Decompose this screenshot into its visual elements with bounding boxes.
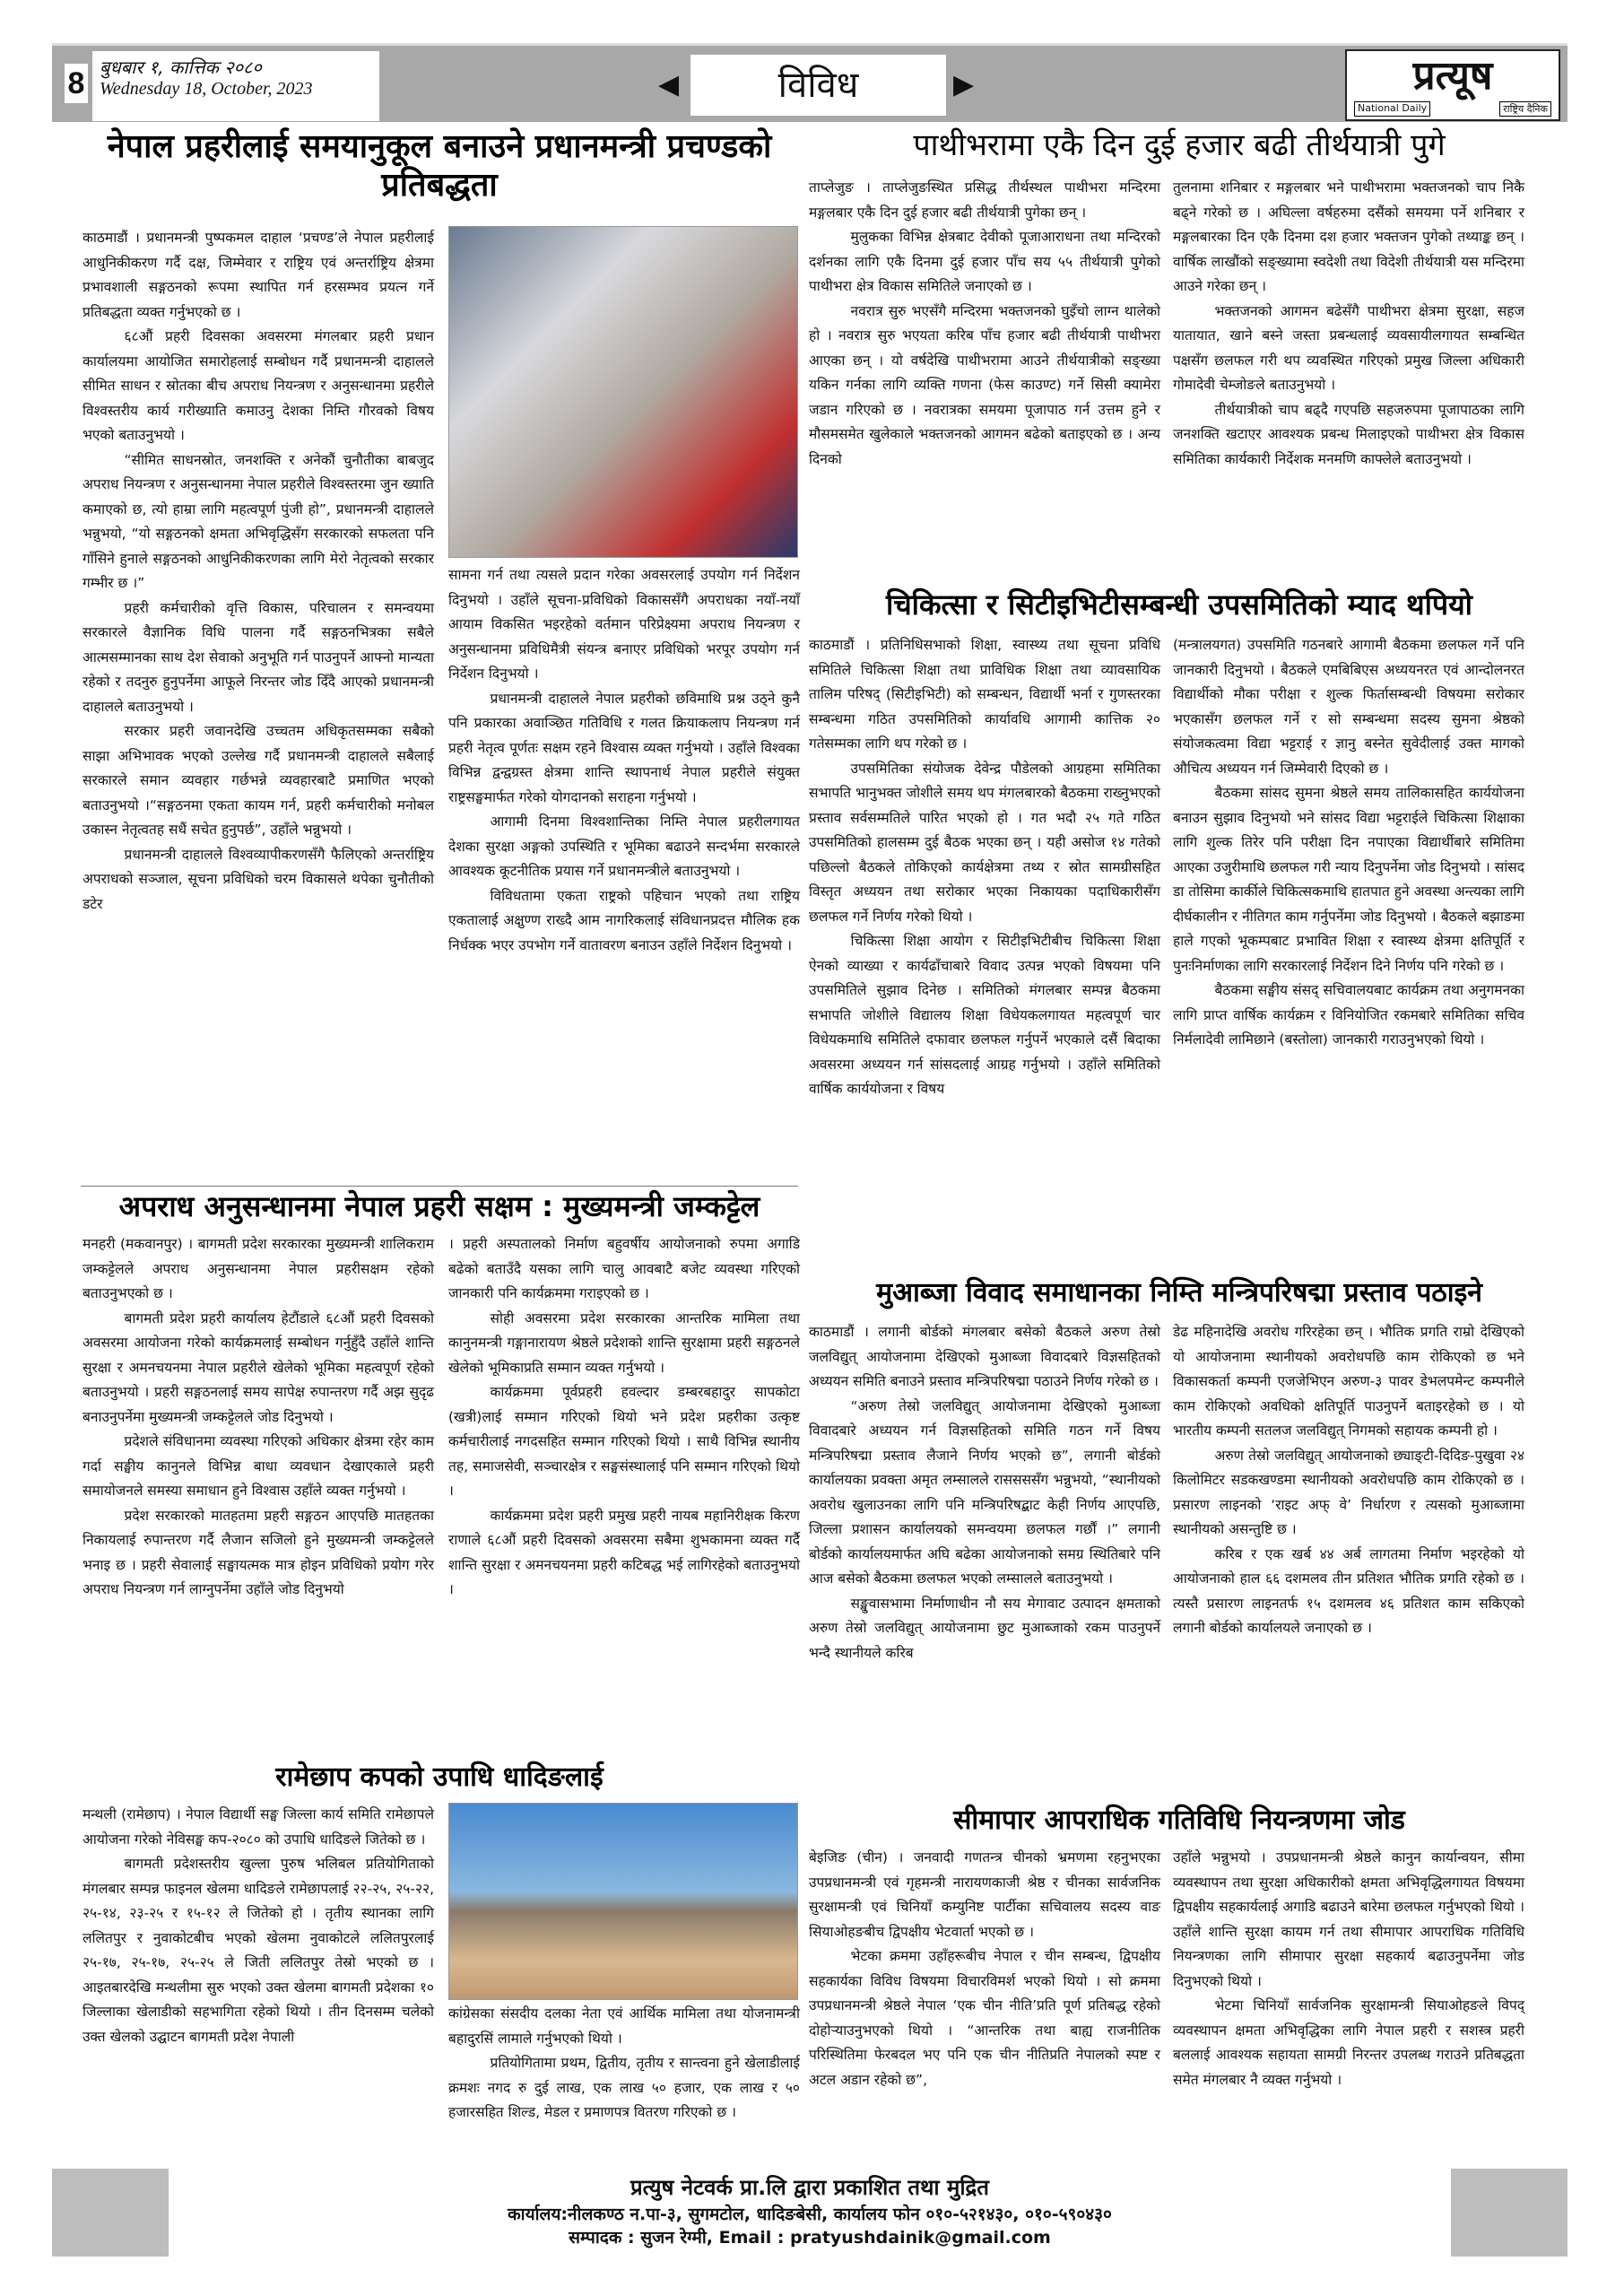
paragraph: काठमाडौं । प्रतिनिधिसभाको शिक्षा, स्वास्थ्य तथा सूचना प्रविधि समितिले चिकित्सा शिक्षा तथा प्राविधिक शिक्षा तथा व्यावसायिक तालिम परिषद् (सिटीइभिटी) को सम्बन्धन, विद्यार्थी भर्ना र गुणस्तरका सम्बन्धमा गठित उपसमितिको कार्यावधि आगामी कात्तिक २० गतेसम्मका लागि थप गरेको छ । — [809, 637, 1160, 752]
paragraph: प्रदेश सरकारको मातहतमा प्रहरी सङ्गठन आएपछि मातहतका निकायलाई रुपान्तरण गर्दै लैजान सजिलो हुने मुख्यमन्त्री जम्कट्टेलले भनाइ छ । प्रहरी सेवालाई सङ्घायत्मक मात्र होइन प्रविधिको प्रयोग गरेर अपराध नियन्त्रण गर्न लाग्नुपर्नेमा उहाँले जोड दिनुभयो — [83, 1507, 434, 1597]
footer-imprint — [169, 2169, 1451, 2257]
paragraph: करिब र एक खर्ब ४४ अर्ब लागतमा निर्माण भइरहेको यो आयोजनाको हाल ६६ दशमलव तीन प्रतिशत भौतिक प्रगति रहेको छ । त्यस्तै प्रसारण लाइनतर्फ १५ दशमलव ४६ प्रतिशत काम सकिएको लगानी बोर्डको कार्यालयले जनाएको छ । — [1173, 1545, 1524, 1636]
date-nepali: बुधबार १, कात्तिक २०८० — [100, 57, 262, 78]
paragraph: प्रधानमन्त्री दाहालले विश्वव्यापीकरणसँगै फैलिएको अन्तर्राष्ट्रिय अपराधको सञ्जाल, सूचना प्रविधिको चरम विकासले थपेका चुनौतीको डटेर — [83, 846, 434, 912]
paragraph: (मन्त्रालयगत) उपसमिति गठनबारे आगामी बैठकमा छलफल गर्ने पनि जानकारी दिनुभयो । बैठकले एमबिबिएस अध्ययनरत एवं आन्दोलनरत विद्यार्थीको मौका परीक्षा र शुल्क फिर्तासम्बन्धी विषयमा सरोकार भएकासँग छलफल गर्ने र सो सम्बन्धमा सदस्य सुमना श्रेष्ठको संयोजकत्वमा विद्या भट्टराई र ज्ञानु बस्नेत सुवेदीलाई उक्त मागको औचित्य अध्ययन गर्न जिम्मेवारी दिएको छ । — [1173, 637, 1524, 777]
paragraph: विविधतामा एकता राष्ट्रको पहिचान भएको तथा राष्ट्रिय एकतालाई अक्षुण्ण राख्दै आम नागरिकलाई संविधानप्रदत्त मौलिक हक निर्धक्क भएर उपभोग गर्ने वातावरण बनाउन उहाँले निर्देशन दिनुभयो । — [448, 887, 800, 953]
article-ramechhap-col1 — [83, 1803, 434, 2049]
paragraph: कार्यक्रममा प्रदेश प्रहरी प्रमुख प्रहरी नायब महानिरीक्षक किरण राणाले ६८औं प्रहरी दिवसको अवसरमा सबैमा शुभकामना व्यक्त गर्दै शान्ति सुरक्षा र अमनचयनमा प्रहरी कटिबद्ध भई लागिरहेको बताउनुभयो । — [448, 1507, 800, 1597]
paragraph: सरकार प्रहरी जवानदेखि उच्चतम अधिकृतसम्मका सबैको साझा अभिभावक भएको उल्लेख गर्दै प्रधानमन्त्री दाहालले सबैलाई सरकारले समान व्यवहार गर्छभन्ने व्यवहारबाटै प्रमाणित भएको बताउनुभयो ।“सङ्गठनमा एकता कायम गर्न, प्रहरी कर्मचारीको मनोबल उकास्न नेतृत्वतह सधैं सचेत हुनुपर्छ”, उहाँले भन्नुभयो । — [83, 723, 434, 838]
paragraph: सामना गर्न तथा त्यसले प्रदान गरेका अवसरलाई उपयोग गर्न निर्देशन दिनुभयो । उहाँले सूचना-प्रविधिको विकाससँगै अपराधका नयाँ-नयाँ आयाम विकसित भइरहेको वर्तमान परिप्रेक्ष्यमा अपराध नियन्त्रण र अनुसन्धानमा प्रविधिमैत्री संयन्त्र बनाएर प्रविधिको भरपूर उपयोग गर्न निर्देशन दिनुभयो । — [448, 567, 800, 682]
paragraph: उहाँले भन्नुभयो । उपप्रधानमन्त्री श्रेष्ठले कानुन कार्यान्वयन, सीमा व्यवस्थापन तथा सुरक्षा अधिकारीको क्षमता अभिवृद्धिलगायत विषयमा द्विपक्षीय सहकार्यलाई अगाडि बढाउने बारेमा छलफल गर्नुभएको थियो । उहाँले शान्ति सुरक्षा कायम गर्न तथा सीमापार आपराधिक गतिविधि नियन्त्रणका लागि सीमापार सुरक्षा सहकार्य बढाउनुपर्नेमा जोड दिनुभएको थियो । — [1173, 1849, 1524, 1989]
article-jamkattel-col1 — [83, 1232, 434, 1603]
paragraph: मनहरी (मकवानपुर) । बागमती प्रदेश सरकारका मुख्यमन्त्री शालिकराम जम्कट्टेलले अपराध अनुसन्धानमा नेपाल प्रहरीसक्षम रहेको बताउनुभएको छ । — [83, 1236, 434, 1301]
paragraph: डेढ महिनादेखि अवरोध गरिरहेका छन् । भौतिक प्रगति राम्रो देखिएको यो आयोजनामा स्थानीयको अवरोधपछि काम रोकिएको छ भने विकासकर्ता कम्पनी एजजेभिएन अरुण-३ पावर डेभलपमेन्ट कम्पनीले काम रोकिएको अवधिको क्षतिपूर्ति पाउनुपर्ने बताइरहेको छ । यो भारतीय कम्पनी सतलज जलविद्युत् निगमको सहायक कम्पनी हो । — [1173, 1324, 1524, 1439]
paragraph: भक्तजनको आगमन बढेसँगै पाथीभरा क्षेत्रमा सुरक्षा, सहज यातायात, खाने बस्ने जस्ता प्रबन्धलाई व्यवसायीलगायत सम्बन्धित पक्षसँग छलफल गरी थप व्यवस्थित गरिएको प्रमुख जिल्ला अधिकारी गोमादेवी चेम्जोङले बताउनुभयो । — [1173, 302, 1524, 393]
article-police-col1 — [83, 226, 434, 917]
photo-prime-minister — [448, 226, 798, 558]
logo-sub-en: National Daily — [1354, 101, 1430, 117]
paragraph: कांग्रेसका संसदीय दलका नेता एवं आर्थिक मामिला तथा योजनामन्त्री बहादुरसिं लामाले गर्नुभएको थियो । — [448, 2005, 800, 2047]
headline-jamkattel: अपराध अनुसन्धानमा नेपाल प्रहरी सक्षम : मुख्यमन्त्री जम्कट्टेल — [118, 1189, 760, 1223]
paragraph: तुलनामा शनिबार र मङ्गलबार भने पाथीभरामा भक्तजनको चाप निकै बढ्ने गरेको छ । अघिल्ला वर्षहरुमा दसैंको समयमा पर्ने शनिबार र मङ्गलबारका दिन एकै दिनमा दश हजार भक्तजन पुगेको तथ्याङ्क छन् । वार्षिक लाखौंको सङ्ख्यामा स्वदेशी तथा विदेशी तीर्थयात्री यस मन्दिरमा आउने गरेका छन् । — [1173, 179, 1524, 294]
paragraph: आगामी दिनमा विश्वशान्तिका निम्ति नेपाल प्रहरीलगायत देशका सुरक्षा अङ्गको उपस्थिति र भूमिका बढाउने सन्दर्भमा सरकारले आवश्यक कूटनीतिक प्रयास गर्ने प्रधानमन्त्रीले बताउनुभयो । — [448, 813, 800, 879]
paragraph: काठमाडौं । प्रधानमन्त्री पुष्पकमल दाहाल ‘प्रचण्ड’ले नेपाल प्रहरीलाई आधुनिकीकरण गर्दै दक्ष, जिम्मेवार र राष्ट्रिय एवं अन्तर्राष्ट्रिय क्षेत्रमा प्रभावशाली सङ्गठनको रूपमा स्थापित गर्न हरसम्भव प्रयत्न गर्ने प्रतिबद्धता व्यक्त गर्नुभएको छ । — [83, 230, 434, 320]
footer — [52, 2169, 1568, 2257]
section-title: विविध — [690, 55, 946, 116]
article-police-col2 — [448, 563, 800, 958]
article-seemapar-col2 — [1173, 1846, 1524, 2092]
logo-title: प्रत्यूष — [1412, 53, 1493, 99]
paragraph: मुलुकका विभिन्न क्षेत्रबाट देवीको पूजाआराधना तथा मन्दिरको दर्शनका लागि एकै दिनमा दुई हजार पाँच सय ५५ तीर्थयात्री पुगेको पाथीभरा क्षेत्र विकास समितिले जनाएको छ । — [809, 229, 1160, 294]
photo-volleyball-match — [448, 1803, 798, 2000]
paragraph: भेटमा चिनियाँ सार्वजनिक सुरक्षामन्त्री सियाओहङले विपद् व्यवस्थापन क्षमता अभिवृद्धिका लागि नेपाल प्रहरी र सशस्त्र प्रहरी बललाई आवश्यक सहायता सामग्री निरन्तर उपलब्ध गराउने प्रतिबद्धता समेत मंगलबार नै व्यक्त गर्नुभयो । — [1173, 1997, 1524, 2088]
article-ctevt-col1 — [809, 633, 1160, 1102]
paragraph: उपसमितिका संयोजक देवेन्द्र पौडेलको आग्रहमा समितिका सभापति भानुभक्त जोशीले समय थप मंगलबारको बैठकमा राख्नुभएको प्रस्ताव सर्वसम्मतिले पारित भएको हो । गत भदौ २५ गते गठित उपसमितिको हालसम्म दुई बैठक भएका छन् । यही असोज १४ गतेको पछिल्लो बैठकले तोकिएको कार्यक्षेत्रमा तथ्य र स्रोत सामग्रीसहित विस्तृत अध्ययन तथा सरोकार भएका निकायका पदाधिकारीसँग छलफल गर्ने निर्णय गरेको थियो । — [809, 760, 1160, 925]
footer-editor-email: सम्पादक : सुजन रेग्मी, Email : pratyushdainik@gmail.com — [569, 2228, 1051, 2248]
article-ctevt-col2 — [1173, 633, 1524, 1053]
divider — [81, 1186, 798, 1187]
article-muabja-col2 — [1173, 1320, 1524, 1641]
paragraph: काठमाडौं । लगानी बोर्डको मंगलबार बसेको बैठकले अरुण तेस्रो जलविद्युत् आयोजनामा देखिएको मुआब्जा विवादबारे विज्ञसहितको अध्ययन समिति बनाउने प्रस्ताव मन्त्रिपरिषद्मा पठाउने निर्णय गरेको छ । — [809, 1324, 1160, 1389]
headline-pathibhara: पाथीभरामा एकै दिन दुई हजार बढी तीर्थयात्री पुगे — [913, 127, 1446, 163]
headline-police: नेपाल प्रहरीलाई समयानुकूल बनाउने प्रधानमन्त्री प्रचण्डको प्रतिबद्धता — [107, 128, 772, 204]
paragraph: बागमती प्रदेश प्रहरी कार्यालय हेटौंडाले ६८औं प्रहरी दिवसको अवसरमा आयोजना गरेको कार्यक्रमलाई सम्बोधन गर्नुहुँदै उहाँले शान्ति सुरक्षा र अमनचयनमा नेपाल प्रहरीले खेलेको भूमिका महत्वपूर्ण रहेको बताउनुभयो । प्रहरी सङ्गठनलाई समय सापेक्ष रुपान्तरण गर्दै अझ सुदृढ बनाउनुपर्नेमा मुख्यमन्त्री जम्कट्टेलले जोड दिनुभयो । — [83, 1309, 434, 1425]
article-muabja-col1 — [809, 1320, 1160, 1665]
paragraph: नवरात्र सुरु भएसँगै मन्दिरमा भक्तजनको घुइँचो लाग्न थालेको हो । नवरात्र सुरु भएयता करिब पाँच हजार बढी तीर्थयात्री पाथीभरा आएका छन् । यो वर्षदेखि पाथीभरामा आउने तीर्थयात्रीको सङ्ख्या यकिन गर्नका लागि व्यक्ति गणना (फेस काउण्ट) गर्ने सिसी क्यामेरा जडान गरिएको छ । नवरात्रका समयमा पूजापाठ गर्न उत्तम हुने र मौसमसमेत खुलेकाले भक्तजनको आगमन बढेको बताइएको छ । अन्य दिनको — [809, 302, 1160, 467]
paragraph: चिकित्सा शिक्षा आयोग र सिटीइभिटीबीच चिकित्सा शिक्षा ऐनको व्याख्या र कार्यढाँचाबारे विवाद उत्पन्न भएको विषयमा पनि उपसमितिले सुझाव दिनेछ । समितिको मंगलबार सम्पन्न बैठकमा सभापति जोशीले विद्यालय शिक्षा विधेयकलगायत महत्वपूर्ण चार विधेयकमाथि समितिले दफावार छलफल गर्नुपर्ने भएकाले दसैं बिदाका अवसरमा अध्ययन गर्न सांसदलाई आग्रह गर्नुभयो । उहाँले समितिको वार्षिक कार्ययोजना र विषय — [809, 933, 1160, 1097]
paragraph: बेइजिङ (चीन) । जनवादी गणतन्त्र चीनको भ्रमणमा रहनुभएका उपप्रधानमन्त्री एवं गृहमन्त्री नारायणकाजी श्रेष्ठ र चीनका सार्वजनिक सुरक्षामन्त्री एवं चिनियाँ कम्युनिष्ट पार्टीका सचिवालय सदस्य वाङ सियाओहङबीच द्विपक्षीय भेटवार्ता भएको छ । — [809, 1849, 1160, 1940]
headline-muabja: मुआब्जा विवाद समाधानका निम्ति मन्त्रिपरिषद्मा प्रस्ताव पठाइने — [876, 1277, 1482, 1309]
paragraph: बागमती प्रदेशस्तरीय खुल्ला पुरुष भलिबल प्रतियोगिताको मंगलबार सम्पन्न फाइनल खेलमा धादिङले रामेछापलाई २२-२५, २५-२२, २५-१४, २३-२५ र १५-१२ ले जितेको हो । तृतीय स्थानका लागि ललितपुर र नुवाकोटबीच भएको खेलमा नुवाकोटले ललितपुरलाई २५-१७, २५-१७, २५-२५ ले जिती ललितपुर तेस्रो भएको छ । आइतबारदेखि मन्थलीमा सुरु भएको उक्त खेलमा बागमती प्रदेशका १० जिल्लाका खेलाडीको सहभागिता रहेको थियो । तीन दिनसम्म चलेको उक्त खेलको उद्घाटन बागमती प्रदेश नेपाली — [83, 1856, 434, 2045]
article-pathibhara-col1 — [809, 176, 1160, 472]
paragraph: कार्यक्रममा पूर्वप्रहरी हवल्दार डम्बरबहादुर सापकोटा (खत्री)लाई सम्मान गरिएको थियो भने प्रदेश प्रहरीका उत्कृष्ट कर्मचारीलाई नगदसहित सम्मान गरिएको थियो । साथै विभिन्न स्थानीय तह, समाजसेवी, सञ्चारक्षेत्र र सङ्घसंस्थालाई पनि सम्मान गरिएको थियो । — [448, 1384, 800, 1499]
paragraph: “सीमित साधनस्रोत, जनशक्ति र अनेकौं चुनौतीका बाबजुद अपराध नियन्त्रण र अनुसन्धानमा नेपाल प्रहरीले विश्वस्तरमा जुन ख्याति कमाएको छ, त्यो हाम्रा लागि महत्वपूर्ण पुंजी हो”, प्रधानमन्त्री दाहालले भन्नुभयो, “यो सङ्गठनको क्षमता अभिवृद्धिसँग सरकारको सफलता पनि गाँसिने हुनाले सङ्गठनको आधुनिकीकरणका लागि मेरो नेतृत्वको सरकार गम्भीर छ ।” — [83, 451, 434, 591]
article-seemapar-col1 — [809, 1846, 1160, 2092]
paragraph: मन्थली (रामेछाप) । नेपाल विद्यार्थी सङ्घ जिल्ला कार्य समिति रामेछापले आयोजना गरेको नेविसङ्घ कप-२०८० को उपाधि धादिङले जितेको छ । — [83, 1806, 434, 1848]
paragraph: बैठकमा सङ्घीय संसद् सचिवालयबाट कार्यक्रम तथा अनुगमनका लागि प्राप्त वार्षिक कार्यक्रम र विनियोजित रकमबारे समितिका सचिव निर्मलादेवी लामिछाने (बस्तोला) जानकारी गराउनुभएको थियो । — [1173, 982, 1524, 1048]
newspaper-logo — [1345, 49, 1560, 121]
article-pathibhara-col2 — [1173, 176, 1524, 472]
article-jamkattel-col2 — [448, 1232, 800, 1603]
headline-ramechhap: रामेछाप कपको उपाधि धादिङलाई — [275, 1761, 604, 1793]
paragraph: । प्रहरी अस्पतालको निर्माण बहुवर्षीय आयोजनाको रुपमा अगाडि बढेको बताउँदै यसका लागि चालु आवबाटै बजेट व्यवस्था गरिएको जानकारी पनि कार्यक्रममा गराइएको छ । — [448, 1236, 800, 1301]
left-arrow-icon: ◀ — [658, 69, 680, 100]
paragraph: सोही अवसरमा प्रदेश सरकारका आन्तरिक मामिला तथा कानुनमन्त्री गङ्गानारायण श्रेष्ठले प्रदेशको शान्ति सुरक्षामा प्रहरी सङ्गठनले खेलेको भूमिकाप्रति सम्मान व्यक्त गर्नुभयो । — [448, 1309, 800, 1376]
paragraph: तीर्थयात्रीको चाप बढ्दै गएपछि सहजरुपमा पूजापाठका लागि जनशक्ति खटाएर आवश्यक प्रबन्ध मिलाइएको पाथीभरा क्षेत्र विकास समितिका कार्यकारी निर्देशक मनमणि काफ्लेले बताउनुभयो । — [1173, 401, 1524, 467]
paragraph: प्रहरी कर्मचारीको वृत्ति विकास, परिचालन र समन्वयमा सरकारले वैज्ञानिक विधि पालना गर्दै सङ्गठनभित्रका सबैले आत्मसम्मानका साथ देश सेवाको अनुभूति गर्न पाउनुपर्ने आफ्नो मान्यता रहेको र तदनुरु हुनुपर्नेमा आफूले निरन्तर जोड दिँदै आएको प्रधानमन्त्री दाहालले बताउनुभयो । — [83, 599, 434, 715]
paragraph: भेटका क्रममा उहाँहरूबीच नेपाल र चीन सम्बन्ध, द्विपक्षीय सहकार्यका विविध विषयमा विचारविमर्श भएको थियो । सो क्रममा उपप्रधानमन्त्री श्रेष्ठले नेपाल ‘एक चीन नीति’प्रति पूर्ण प्रतिबद्ध रहेको दोहोऱ्याउनुभएको थियो । “आन्तरिक तथा बाह्य राजनीतिक परिस्थितिमा फेरबदल भए पनि एक चीन नीतिप्रति नेपालको स्पष्ट र अटल अडान रहेको छ”, — [809, 1948, 1160, 2088]
paragraph: बैठकमा सांसद सुमना श्रेष्ठले समय तालिकासहित कार्ययोजना बनाउन सुझाव दिनुभयो भने सांसद विद्या भट्टराईले चिकित्सा शिक्षाका लागि शुल्क तिरेर पनि परीक्षा दिन नपाएका विद्यार्थीबारे समितिमा आएका उजुरीमाथि छलफल गरी न्याय दिनुपर्नेमा जोड दिनुभयो । सांसद डा तोसिमा कार्कीले चिकित्सकमाथि हातपात हुने अवस्था अन्त्यका लागि दीर्घकालीन र नीतिगत काम गर्नुपर्नेमा जोड दिनुभयो । बैठकले बझाङमा हाले गएको भूकम्पबाट प्रभावित शिक्षा र स्वास्थ्य क्षेत्रमा क्षतिपूर्ति र पुनःनिर्माणका लागि सरकारलाई निर्देशन दिने निर्णय पनि गरेको छ । — [1173, 785, 1524, 974]
date-english: Wednesday 18, October, 2023 — [100, 79, 313, 99]
paragraph: अरुण तेस्रो जलविद्युत् आयोजनाको छ्याङ्टी-दिदिङ-पुखुवा २४ किलोमिटर सडकखण्डमा स्थानीयको अवरोधपछि काम रोकिएको छ । प्रसारण लाइनको ‘राइट अफ् वे’ निर्धारण र त्यसको मुआब्जामा स्थानीयको असन्तुष्टि छ । — [1173, 1447, 1524, 1537]
page-number: 8 — [65, 64, 88, 103]
headline-seemapar: सीमापार आपराधिक गतिविधि नियन्त्रणमा जोड — [953, 1805, 1405, 1836]
paragraph: ताप्लेजुङ । ताप्लेजुङस्थित प्रसिद्ध तीर्थस्थल पाथीभरा मन्दिरमा मङ्गलबार एकै दिन दुई हजार बढी तीर्थयात्री पुगेका छन् । — [809, 179, 1160, 221]
footer-address: कार्यालय:नीलकण्ठ न.पा-३, सुगमटोल, धादिङबेसी, कार्यालय फोन ०१०-५२१४३०, ०१०-५९०४३० — [508, 2205, 1112, 2224]
paragraph: ६८औं प्रहरी दिवसका अवसरमा मंगलबार प्रहरी प्रधान कार्यालयमा आयोजित समारोहलाई सम्बोधन गर्दै प्रधानमन्त्री दाहालले सीमित साधन र स्रोतका बीच अपराध नियन्त्रण र अनुसन्धानमा प्रहरीले विश्वस्तरीय कार्य गरीख्याति कमाउनु देशका निम्ति गौरवको विषय भएको बताउनुभयो । — [83, 328, 434, 443]
footer-publisher: प्रत्युष नेटवर्क प्रा.लि द्वारा प्रकाशित तथा मुद्रित — [630, 2175, 989, 2200]
date-box — [92, 51, 379, 121]
logo-sub-np: राष्ट्रिय दैनिक — [1499, 101, 1551, 117]
paragraph: प्रधानमन्त्री दाहालले नेपाल प्रहरीको छविमाथि प्रश्न उठ्ने कुनै पनि प्रकारका अवाञ्छित गतिविधि र गलत क्रियाकलाप नियन्त्रण गर्न प्रहरी नेतृत्व पूर्णतः सक्षम रहने विश्वास व्यक्त गर्नुभयो । उहाँले विश्वका विभिन्न द्वन्द्वग्रस्त क्षेत्रमा शान्ति स्थापनार्थ नेपाल प्रहरीले संयुक्त राष्ट्रसङ्घमार्फत गरेको योगदानको सराहना गर्नुभयो । — [448, 690, 800, 805]
article-ramechhap-col2 — [448, 2002, 800, 2126]
right-arrow-icon: ▶ — [953, 69, 975, 100]
masthead — [52, 43, 1568, 122]
paragraph: प्रतियोगितामा प्रथम, द्वितीय, तृतीय र सान्त्वना हुने खेलाडीलाई क्रमशः नगद रु दुई लाख, एक लाख ५० हजार, एक लाख र ५० हजारसहित शिल्ड, मेडल र प्रमाणपत्र वितरण गरिएको छ । — [448, 2055, 800, 2120]
headline-ctevt: चिकित्सा र सिटीइभिटीसम्बन्धी उपसमितिको म्याद थपियो — [886, 587, 1472, 622]
paragraph: “अरुण तेस्रो जलविद्युत् आयोजनामा देखिएको मुआब्जा विवादबारे अध्ययन गर्न विज्ञसहितको समिति गठन गर्ने विषय मन्त्रिपरिषद्मा प्रस्ताव लैजाने निर्णय भएको छ”, लगानी बोर्डको कार्यालयका प्रवक्ता अमृत लम्सालले राससससँग भन्नुभयो, “स्थानीयको अवरोध खुलाउनका लागि पनि मन्त्रिपरिषद्बाट केही निर्णय आएपछि, जिल्ला प्रशासन कार्यालयको समन्वयमा छलफल गर्छौं ।” लगानी बोर्डको कार्यालयमार्फत अघि बढेका आयोजनाको समग्र स्थितिबारे पनि आज बसेको बैठकमा छलफल भएको लम्सालले बताउनुभयो । — [809, 1397, 1160, 1587]
paragraph: प्रदेशले संविधानमा व्यवस्था गरिएको अधिकार क्षेत्रमा रहेर काम गर्दा सङ्घीय कानुनले विभिन्न बाधा व्यवधान देखाएकाले प्रहरी समायोजनले समस्या समाधान हुने विश्वास उहाँले व्यक्त गर्नुभयो । — [83, 1433, 434, 1499]
paragraph: सङ्खुवासभामा निर्माणाधीन नौ सय मेगावाट उत्पादन क्षमताको अरुण तेस्रो जलविद्युत् आयोजनामा छुट मुआब्जाको रकम पाउनुपर्ने भन्दै स्थानीयले करिब — [809, 1595, 1160, 1661]
